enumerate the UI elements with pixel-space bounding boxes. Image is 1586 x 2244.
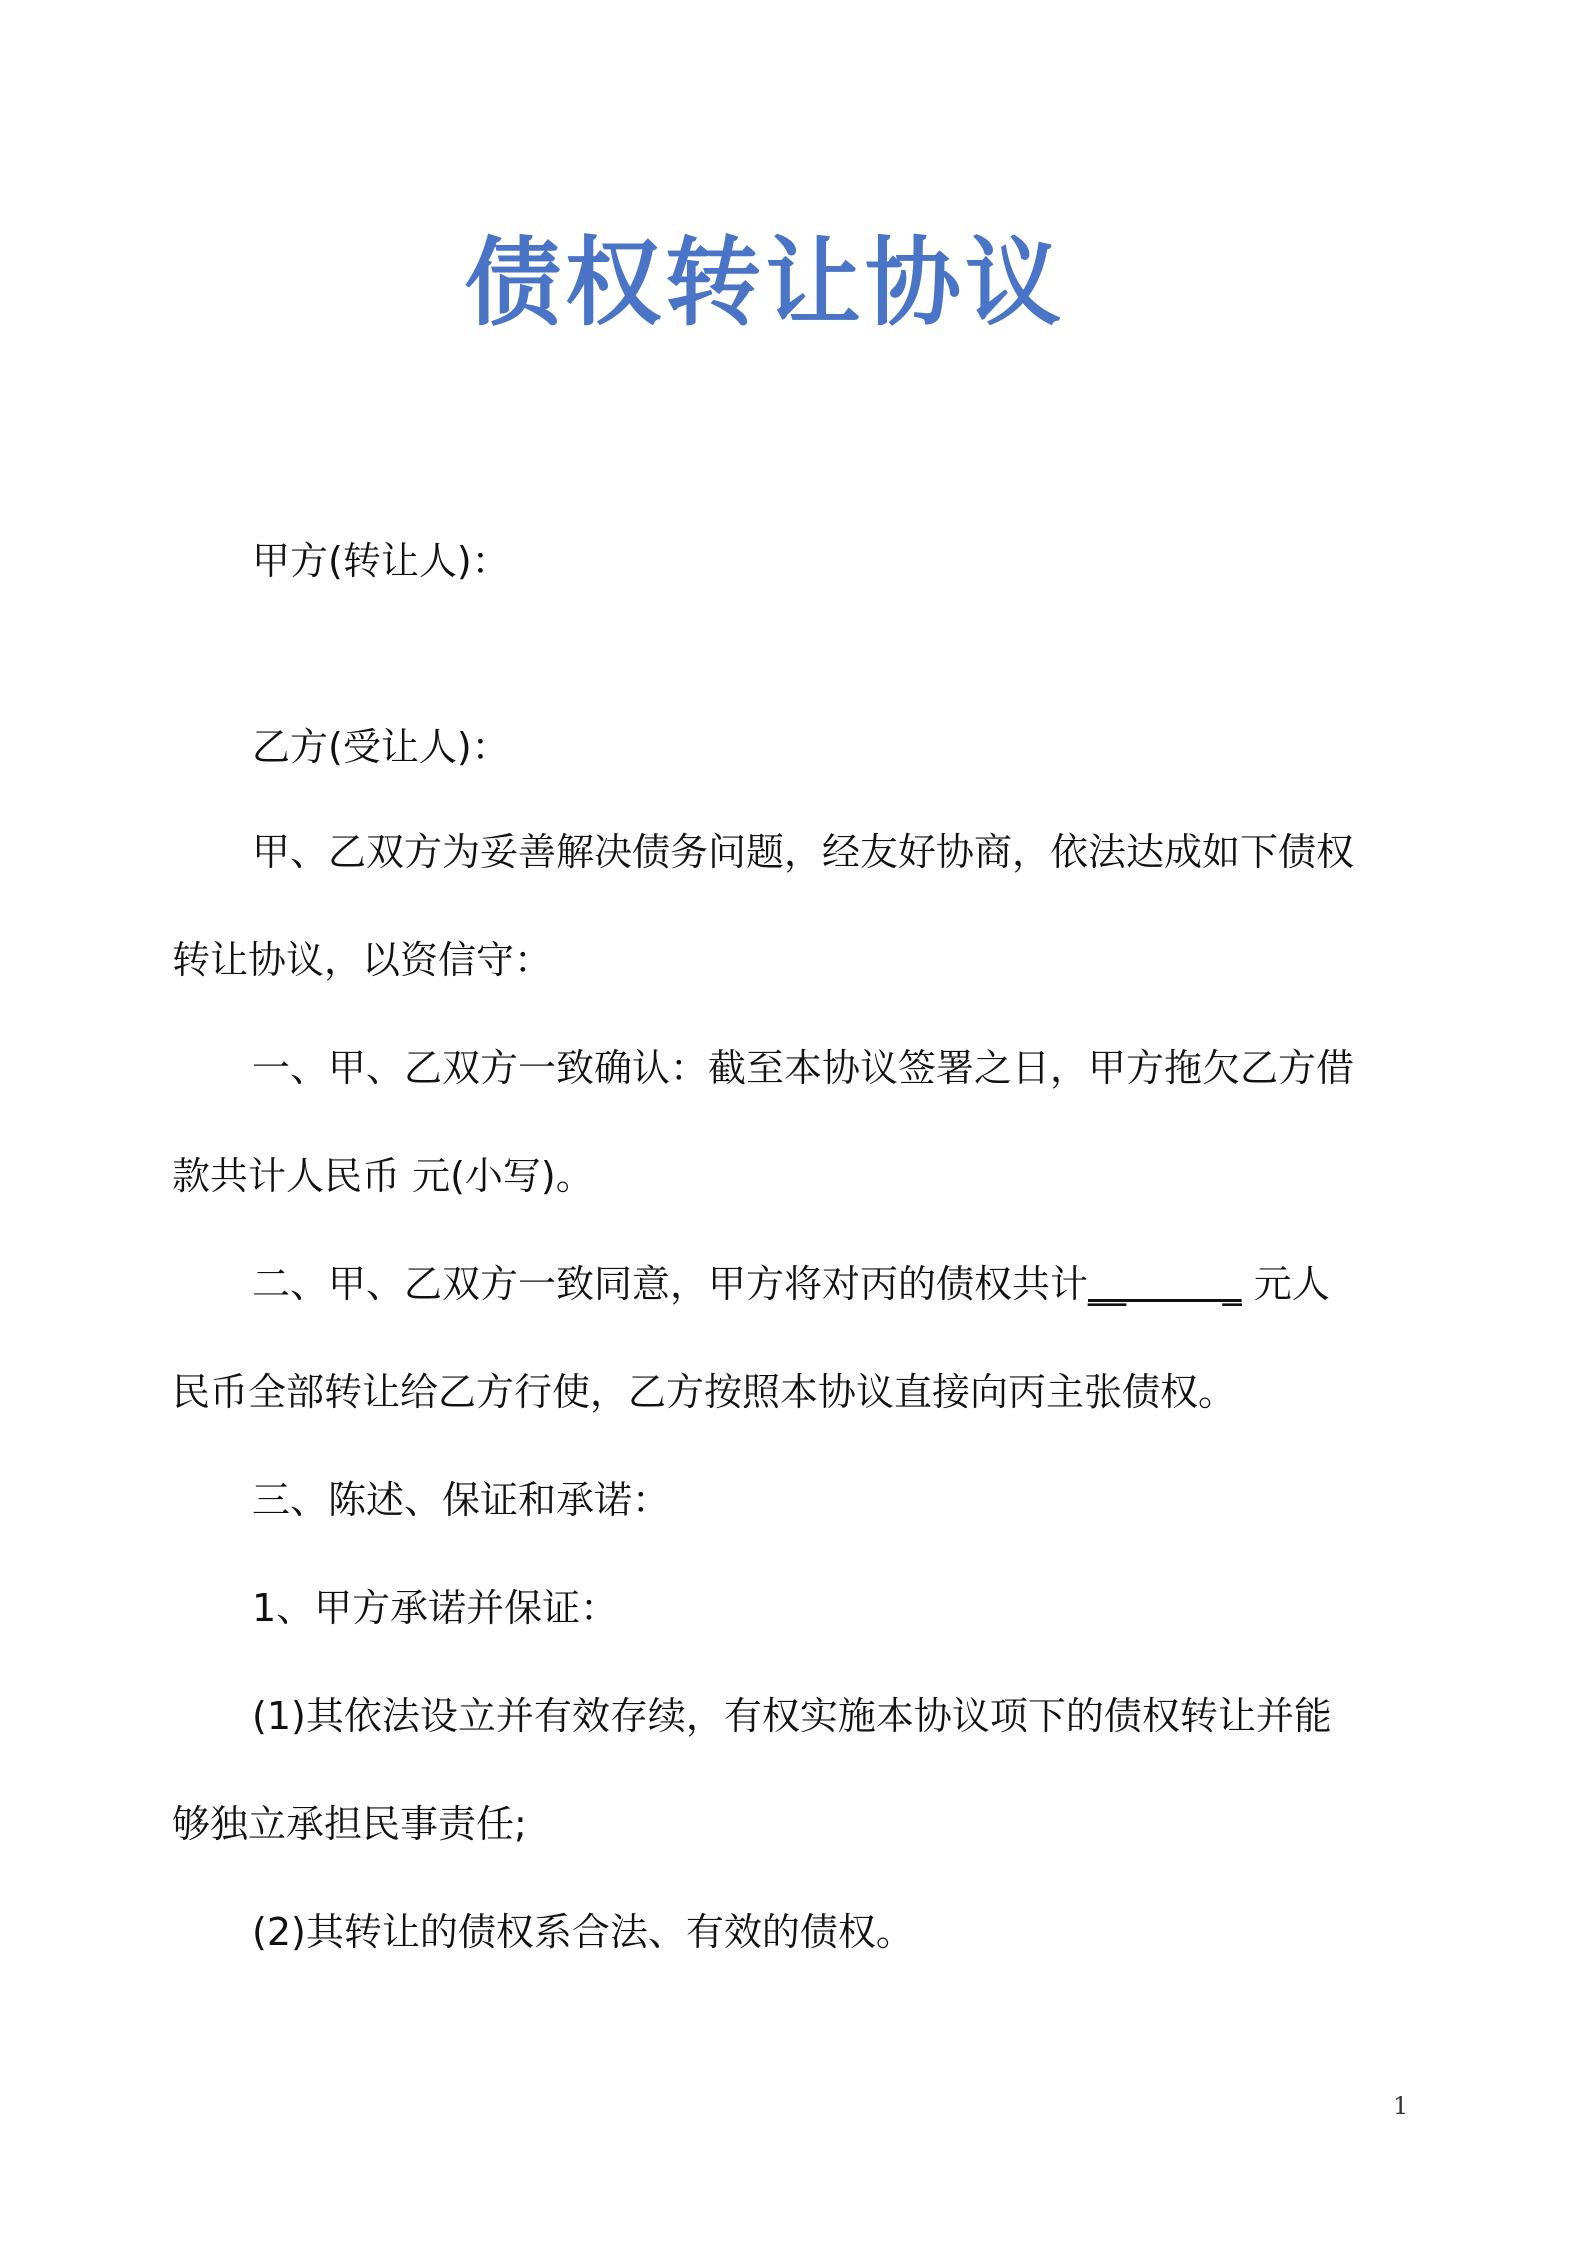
sub-1-item-1-line-1: (1)其依法设立并有效存续，有权实施本协议项下的债权转让并能 xyxy=(252,1694,1332,1738)
page-number: 1 xyxy=(1393,2092,1409,2120)
clause-1-line-2: 款共计人民币 元(小写)。 xyxy=(172,1154,594,1198)
clause-2-suffix: 元人 xyxy=(1253,1262,1330,1306)
clause-2-line-1 xyxy=(172,1230,1412,1338)
clause-1-paragraph xyxy=(172,1014,1412,1230)
sub-1-item-2-text: (2)其转让的债权系合法、有效的债权。 xyxy=(252,1910,914,1954)
sub-1-item-1 xyxy=(172,1662,1412,1878)
intro-line-2: 转让协议，以资信守： xyxy=(172,938,553,982)
sub-1-item-2 xyxy=(172,1878,1412,1986)
party-a-text: 甲方(转让人)： xyxy=(252,539,510,583)
party-b-label xyxy=(172,693,1412,801)
document-title: 债权转让协议 xyxy=(465,227,1065,339)
clause-2-line-2: 民币全部转让给乙方行使，乙方按照本协议直接向丙主张债权。 xyxy=(172,1370,1237,1414)
clause-2-paragraph xyxy=(172,1230,1412,1446)
clause-2-amount-blank: __ _ xyxy=(1088,1262,1242,1306)
intro-line-1: 甲、乙双方为妥善解决债务问题，经友好协商，依法达成如下债权 xyxy=(252,830,1355,874)
intro-paragraph xyxy=(172,798,1412,1014)
clause-3-heading xyxy=(172,1446,1412,1554)
party-a-label xyxy=(172,507,1412,615)
sub-1-heading xyxy=(172,1554,1412,1662)
clause-3-heading-text: 三、陈述、保证和承诺： xyxy=(252,1478,671,1522)
clause-1-line-1: 一、甲、乙双方一致确认：截至本协议签署之日，甲方拖欠乙方借 xyxy=(252,1046,1355,1090)
sub-1-item-1-line-2: 够独立承担民事责任; xyxy=(172,1802,527,1846)
clause-2-prefix: 二、甲、乙双方一致同意，甲方将对丙的债权共计 xyxy=(252,1262,1089,1306)
party-b-text: 乙方(受让人)： xyxy=(252,725,510,769)
sub-1-heading-text: 1、甲方承诺并保证： xyxy=(252,1586,619,1630)
